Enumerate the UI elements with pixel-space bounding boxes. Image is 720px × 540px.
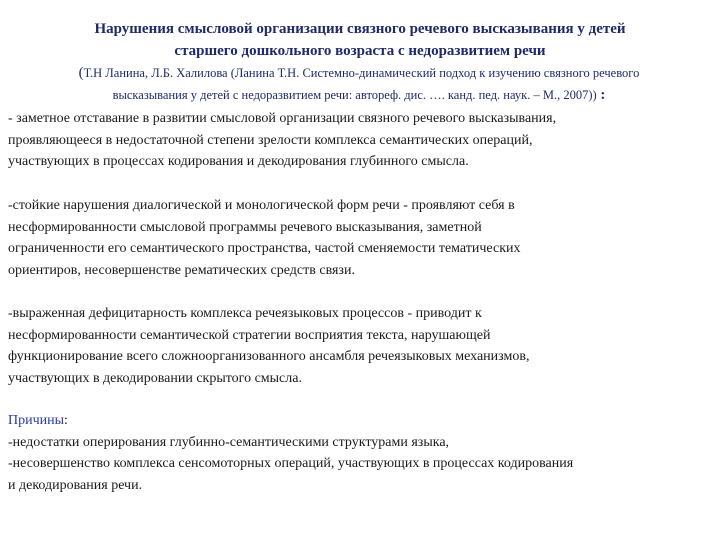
reasons-line: и декодирования речи.	[8, 477, 143, 493]
citation-line-2	[6, 84, 712, 106]
reasons-line: -недостатки оперирования глубинно-семантическими структурами языка,	[8, 434, 450, 450]
citation-line-1-text: Т.Н Ланина, Л.Б. Халилова (Ланина Т.Н. Системно-динамический подход к изучению связного речевого	[83, 66, 640, 80]
slide-title	[20, 18, 700, 62]
paragraph-speech-forms	[8, 195, 708, 281]
paragraph-line: несформированности смысловой программы речевого высказывания, заметной	[8, 219, 482, 235]
paragraph-deficit	[8, 303, 708, 389]
paragraph-line: -стойкие нарушения диалогической и монологической форм речи - проявляют себя в	[8, 198, 515, 213]
paragraph-line: ориентиров, несовершенстве рематических средств связи.	[8, 262, 355, 278]
paragraph-line: функционирование всего сложноорганизованного ансамбля речеязыковых механизмов,	[8, 349, 530, 364]
reasons-line: -несовершенство комплекса сенсомоторных операций, участвующих в процессах кодирования	[8, 456, 574, 471]
title-line-2: старшего дошкольного возраста с недоразвитием речи	[174, 43, 546, 59]
paragraph-line: ограниченности его семантического пространства, частой сменяемости тематических	[8, 241, 521, 256]
reasons-heading-line	[8, 410, 708, 432]
citation-line-1	[6, 62, 712, 84]
paragraph-line: участвующих в декодировании скрытого смысла.	[8, 370, 302, 386]
paragraph-line: участвующих в процессах кодирования и декодирования глубинного смысла.	[8, 154, 469, 169]
reasons-section	[8, 410, 708, 496]
citation-colon: :	[596, 87, 606, 103]
citation-line-2-text: высказывания у детей с недоразвитием речи: автореф. дис. …. канд. пед. наук. – М., 2007))	[112, 88, 597, 102]
title-line-1: Нарушения смысловой организации связного речевого высказывания у детей	[94, 21, 626, 37]
paragraph-line: -выраженная дефицитарность комплекса речеязыковых процессов - приводит к	[8, 306, 482, 321]
citation	[6, 62, 712, 106]
reasons-heading: Причины	[8, 413, 65, 428]
paragraph-line: проявляющееся в недостаточной степени зрелости комплекса семантических операций,	[8, 132, 533, 148]
reasons-heading-colon: :	[64, 413, 68, 428]
paragraph-line: несформированности семантической стратегии восприятия текста, нарушающей	[8, 327, 491, 343]
paragraph-line: - заметное отставание в развитии смысловой организации связного речевого высказывания,	[8, 111, 557, 126]
paragraph-semantic-lag	[8, 108, 708, 173]
citation-open-paren: (	[78, 65, 84, 81]
